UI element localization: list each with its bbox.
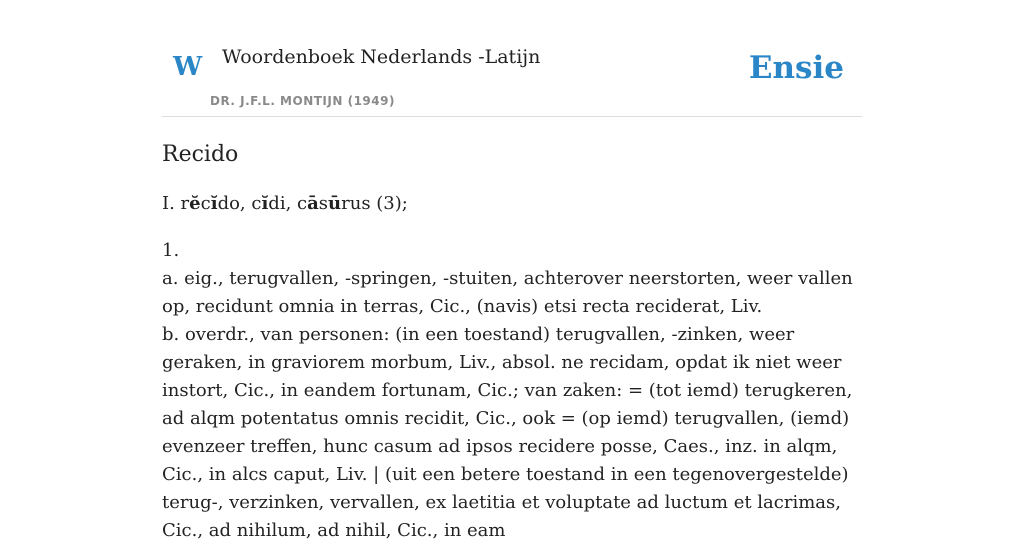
dictionary-entry [162, 138, 862, 545]
dictionary-title[interactable]: Woordenboek Nederlands -Latijn [222, 46, 541, 68]
grammar-vowel-i: ĭ [261, 193, 269, 214]
entry-grammar-line [162, 191, 862, 217]
entry-headword: Recido [162, 142, 239, 167]
dictionary-header [162, 40, 862, 117]
grammar-prefix: I. r [162, 193, 190, 214]
grammar-vowel-a: ā [307, 193, 319, 214]
sense-b: b. overdr., van personen: (in een toestand) terugvallen, -zinken, weer geraken, in graviorem morbum, Liv., absol. ne recidam, opdat ik niet weer instort, Cic., in eandem fortunam, Cic.; van zaken: = (tot iemd) terugkeren, ad alqm potentatus omnis recidit, Cic., ook = (op iemd) terugvallen, (iemd) evenzeer treffen, hunc casum ad ipsos recidere posse, Caes., inz. in alqm, Cic., in alcs caput, Liv. | (uit een betere toestand in een tegenovergestelde) terug-, verzinken, vervallen, ex laetitia et voluptate ad luctum et lacrimas, Cic., ad nihilum, ad nihil, Cic., in eam [162, 324, 853, 541]
dictionary-logo-icon: W [173, 52, 203, 82]
grammar-vowel-u: ū [328, 193, 342, 214]
ensie-logo-link[interactable]: Ensie [748, 50, 844, 86]
grammar-vowel-i: ĭ [210, 193, 218, 214]
entry-definition [162, 237, 862, 545]
grammar-part: c [200, 193, 211, 214]
grammar-part: s [318, 193, 329, 214]
grammar-vowel-e: ĕ [189, 193, 201, 214]
grammar-part: rus (3); [341, 193, 408, 214]
sense-number: 1. [162, 240, 180, 261]
grammar-part: di, c [268, 193, 308, 214]
grammar-part: do, c [217, 193, 262, 214]
sense-a: a. eig., terugvallen, -springen, -stuiten, achterover neerstorten, weer vallen op, recidunt omnia in terras, Cic., (navis) etsi recta reciderat, Liv. [162, 268, 853, 317]
dictionary-author: DR. J.F.L. MONTIJN (1949) [210, 94, 395, 108]
